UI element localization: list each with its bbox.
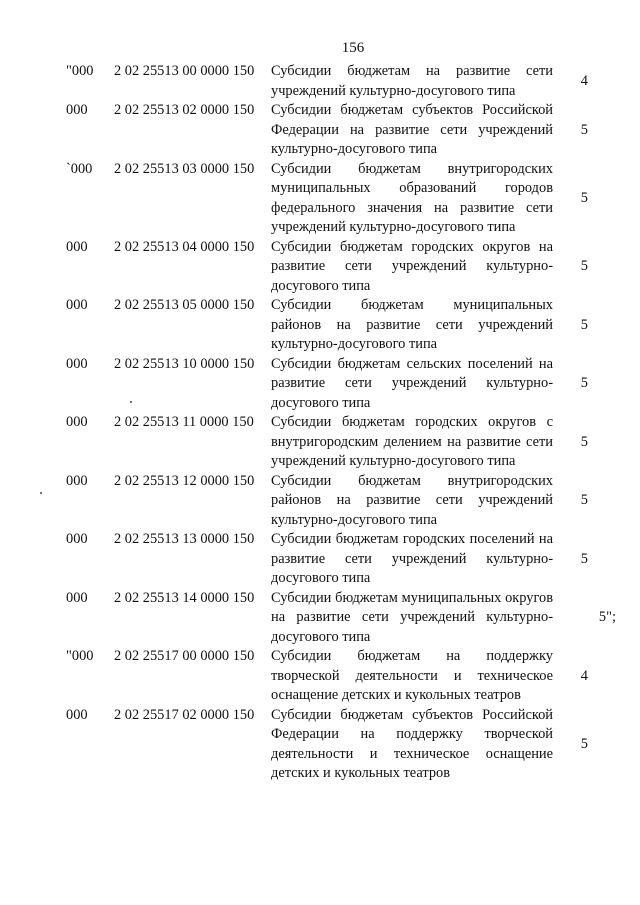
- table-row: [0, 647, 640, 706]
- admin-code: "000: [66, 648, 94, 664]
- table-row: [0, 296, 640, 355]
- norm-value: 4: [580, 667, 588, 684]
- table-row: [0, 706, 640, 784]
- norm-value: 4: [580, 72, 588, 89]
- admin-code: 000: [66, 238, 88, 255]
- norm-value: 5: [580, 316, 588, 333]
- admin-code: 000: [66, 414, 88, 430]
- admin-code: 000: [66, 706, 88, 723]
- income-description: Субсидии бюджетам городских поселений на развитие сети учреждений культурно-досугового типа: [271, 531, 553, 586]
- table-row: [0, 589, 640, 648]
- scan-speck: [130, 401, 132, 403]
- page-number: 156: [341, 40, 365, 56]
- norm-value: 5: [580, 492, 588, 508]
- income-description: Субсидии бюджетам внутригородских районов на развитие сети учреждений культурно-досугового типа: [271, 472, 553, 528]
- norm-value: 5: [580, 433, 588, 450]
- table-row: [0, 530, 640, 589]
- income-description: Субсидии бюджетам городских округов с внутригородским делением на развитие сети учреждений культурно-досугового типа: [271, 414, 553, 469]
- table-row: [0, 413, 640, 472]
- budget-classification-code: 2 02 25513 03 0000 150: [114, 160, 255, 177]
- scan-speck: [40, 492, 42, 494]
- budget-classification-code: 2 02 25513 00 0000 150: [114, 63, 255, 79]
- norm-value: 5";: [598, 609, 616, 625]
- admin-code: "000: [66, 63, 94, 79]
- budget-classification-code: 2 02 25513 05 0000 150: [114, 297, 255, 313]
- table-row: [0, 238, 640, 297]
- table-row: [0, 62, 640, 101]
- admin-code: 000: [66, 297, 88, 313]
- admin-code: 000: [66, 531, 88, 547]
- income-description: Субсидии бюджетам на развитие сети учреждений культурно-досугового типа: [271, 63, 553, 99]
- admin-code: `000: [66, 160, 93, 177]
- admin-code: 000: [66, 355, 88, 372]
- income-description: Субсидии бюджетам субъектов Российской Федерации на развитие сети учреждений культурно-досугового типа: [271, 102, 553, 157]
- budget-classification-code: 2 02 25517 02 0000 150: [114, 706, 255, 723]
- income-description: Субсидии бюджетам муниципальных округов на развитие сети учреждений культурно-досугового типа: [271, 589, 553, 645]
- table-row: [0, 101, 640, 160]
- budget-classification-code: 2 02 25513 14 0000 150: [114, 589, 255, 606]
- budget-classification-code: 2 02 25513 13 0000 150: [114, 531, 255, 547]
- norm-value: 5: [580, 550, 588, 567]
- budget-classification-code: 2 02 25513 10 0000 150: [114, 355, 255, 372]
- budget-classification-code: 2 02 25513 12 0000 150: [114, 472, 255, 489]
- table-row: [0, 472, 640, 531]
- norm-value: 5: [580, 735, 588, 752]
- income-description: Субсидии бюджетам субъектов Российской Федерации на поддержку творческой деятельности и техническое оснащение детских и кукольных театров: [271, 706, 553, 781]
- admin-code: 000: [66, 102, 88, 118]
- budget-classification-code: 2 02 25517 00 0000 150: [114, 648, 255, 664]
- budget-classification-code: 2 02 25513 04 0000 150: [114, 238, 255, 255]
- norm-value: 5: [580, 189, 588, 206]
- norm-value: 5: [580, 375, 588, 391]
- admin-code: 000: [66, 472, 88, 489]
- income-description: Субсидии бюджетам муниципальных районов на развитие сети учреждений культурно-досугового типа: [271, 297, 553, 352]
- budget-code-table: [0, 62, 640, 784]
- income-description: Субсидии бюджетам городских округов на развитие сети учреждений культурно-досугового типа: [271, 238, 553, 294]
- income-description: Субсидии бюджетам на поддержку творческой деятельности и техническое оснащение детских и кукольных театров: [271, 648, 553, 703]
- budget-classification-code: 2 02 25513 11 0000 150: [114, 414, 254, 430]
- norm-value: 5: [580, 258, 588, 274]
- table-row: [0, 355, 640, 414]
- norm-value: 5: [580, 121, 588, 138]
- admin-code: 000: [66, 589, 88, 606]
- budget-classification-code: 2 02 25513 02 0000 150: [114, 102, 255, 118]
- table-row: [0, 160, 640, 238]
- income-description: Субсидии бюджетам сельских поселений на развитие сети учреждений культурно-досугового типа: [271, 355, 553, 411]
- income-description: Субсидии бюджетам внутригородских муниципальных образований городов федерального значения на развитие сети учреждений культурно-досугового типа: [271, 160, 553, 235]
